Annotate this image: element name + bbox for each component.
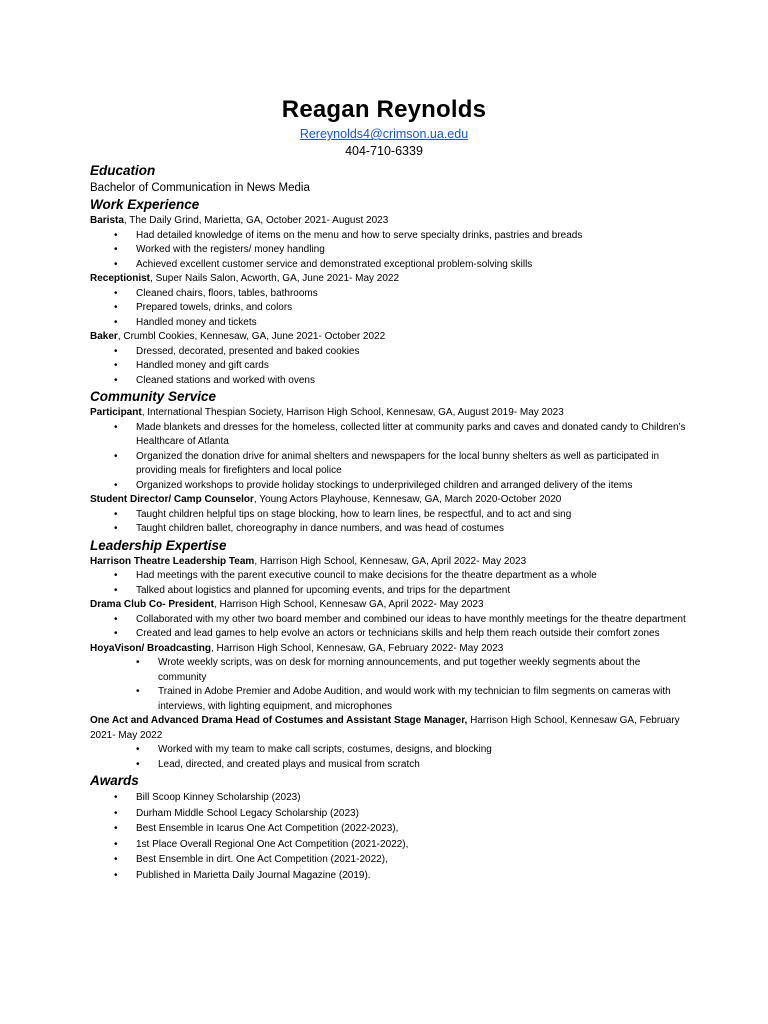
list-item: • Cleaned chairs, floors, tables, bathrooms [90, 287, 690, 302]
role-details: , Harrison High School, Kennesaw, GA, February 2022- May 2023 [210, 642, 504, 654]
list-item: • Organized the donation drive for animal shelters and newspapers for the local bunny shelters as well as participated in providing meals for firefighters and local police [90, 450, 690, 479]
role-title: Barista [90, 215, 124, 226]
section-title-awards: Awards [90, 773, 139, 788]
role-heading [90, 642, 690, 657]
role-title: One Act and Advanced Drama Head of Costumes and Assistant Stage Manager, [90, 715, 468, 726]
role-details: , Harrison High School, Kennesaw GA, April 2022- May 2023 [213, 599, 484, 610]
list-item: • Taught children helpful tips on stage blocking, how to learn lines, be respectful, and to act and sing [90, 508, 690, 523]
list-item: • Achieved excellent customer service and demonstrated exceptional problem-solving skills [90, 258, 690, 273]
list-item: • Had meetings with the parent executive council to make decisions for the theatre department as a whole [90, 569, 690, 584]
role-heading [90, 493, 690, 508]
bullet-list [90, 345, 690, 389]
list-item: • Published in Marietta Daily Journal Magazine (2019). [90, 868, 690, 884]
role-details: , Crumbl Cookies, Kennesaw, GA, June 2021- October 2022 [117, 331, 386, 342]
role-details: Harrison High School, Kennesaw GA, February 2021- May 2022 [90, 715, 680, 741]
role-heading [90, 214, 690, 229]
list-item: • Taught children ballet, choreography in dance numbers, and was head of costumes [90, 522, 690, 537]
role-title: Student Director/ Camp Counselor [90, 494, 254, 505]
list-item: • Created and lead games to help evolve an actors or technicians skills and help them reach outside their comfort zones [90, 627, 690, 642]
list-item: • Talked about logistics and planned for upcoming events, and trips for the department [90, 584, 690, 599]
list-item: • Lead, directed, and created plays and musical from scratch [90, 758, 690, 773]
list-item: • Organized workshops to provide holiday stockings to underprivileged children and arranged delivery of the items [90, 479, 690, 494]
role-title: HoyaVison/ Broadcasting [90, 642, 211, 654]
role-heading [90, 330, 690, 345]
role-details: , Super Nails Salon, Acworth, GA, June 2021- May 2022 [150, 273, 400, 284]
list-item: • Wrote weekly scripts, was on desk for morning announcements, and put together weekly segments about the community [90, 656, 690, 685]
list-item: • Prepared towels, drinks, and colors [90, 301, 690, 316]
role-heading [90, 714, 690, 743]
list-item: • 1st Place Overall Regional One Act Competition (2021-2022), [90, 837, 690, 853]
section-title-education: Education [90, 163, 156, 178]
phone-number: 404-710-6339 [345, 144, 423, 158]
role-details: , Harrison High School, Kennesaw, GA, April 2022- May 2023 [254, 555, 527, 567]
resume-header [0, 94, 768, 160]
list-item: • Handled money and gift cards [90, 359, 690, 374]
list-item: • Durham Middle School Legacy Scholarship (2023) [90, 806, 690, 822]
role-title: Participant [90, 407, 142, 418]
resume-body [90, 162, 690, 883]
bullet-list [90, 613, 690, 642]
list-item: • Had detailed knowledge of items on the menu and how to serve specialty drinks, pastries and breads [90, 229, 690, 244]
bullet-list [90, 508, 690, 537]
bullet-list [90, 421, 690, 494]
list-item: • Dressed, decorated, presented and baked cookies [90, 345, 690, 360]
email-link[interactable]: Rereynolds4@crimson.ua.edu [299, 127, 469, 141]
applicant-name: Reagan Reynolds [281, 96, 487, 123]
role-title: Receptionist [90, 273, 151, 284]
degree: Bachelor of Communication in News Media [90, 182, 310, 194]
section-title-leadership: Leadership Expertise [90, 537, 227, 553]
role-heading [90, 598, 690, 613]
role-details: , International Thespian Society, Harrison High School, Kennesaw, GA, August 2019- May 2023 [141, 407, 564, 418]
list-item: • Trained in Adobe Premier and Adobe Audition, and would work with my technician to film segments on cameras with interviews, with lighting equipment, and microphones [90, 685, 690, 714]
list-item: • Best Ensemble in Icarus One Act Competition (2022-2023), [90, 821, 690, 837]
role-details: , The Daily Grind, Marietta, GA, October 2021- August 2023 [123, 215, 389, 226]
role-title: Harrison Theatre Leadership Team [90, 555, 255, 567]
bullet-list [90, 287, 690, 331]
awards-list [90, 790, 690, 883]
list-item: • Collaborated with my other two board member and combined our ideas to have monthly meetings for the theatre department [90, 613, 690, 628]
bullet-list [90, 229, 690, 273]
list-item: • Cleaned stations and worked with ovens [90, 374, 690, 389]
section-title-community: Community Service [90, 389, 217, 404]
list-item: • Made blankets and dresses for the homeless, collected litter at community parks and caves and donated candy to Children’s Healthcare of Atlanta [90, 421, 690, 450]
role-details: , Young Actors Playhouse, Kennesaw, GA, March 2020-October 2020 [253, 494, 562, 505]
list-item: • Worked with my team to make call scripts, costumes, designs, and blocking [90, 743, 690, 758]
bullet-list [90, 743, 690, 772]
role-heading [90, 406, 690, 421]
section-title-work: Work Experience [90, 197, 200, 212]
role-title: Drama Club Co- President [90, 599, 214, 610]
list-item: • Handled money and tickets [90, 316, 690, 331]
bullet-list [90, 656, 690, 714]
role-heading [90, 272, 690, 287]
list-item: • Bill Scoop Kinney Scholarship (2023) [90, 790, 690, 806]
list-item: • Best Ensemble in dirt. One Act Competition (2021-2022), [90, 852, 690, 868]
role-title: Baker [90, 331, 118, 342]
list-item: • Worked with the registers/ money handling [90, 243, 690, 258]
bullet-list [90, 569, 690, 598]
role-heading [90, 555, 690, 570]
